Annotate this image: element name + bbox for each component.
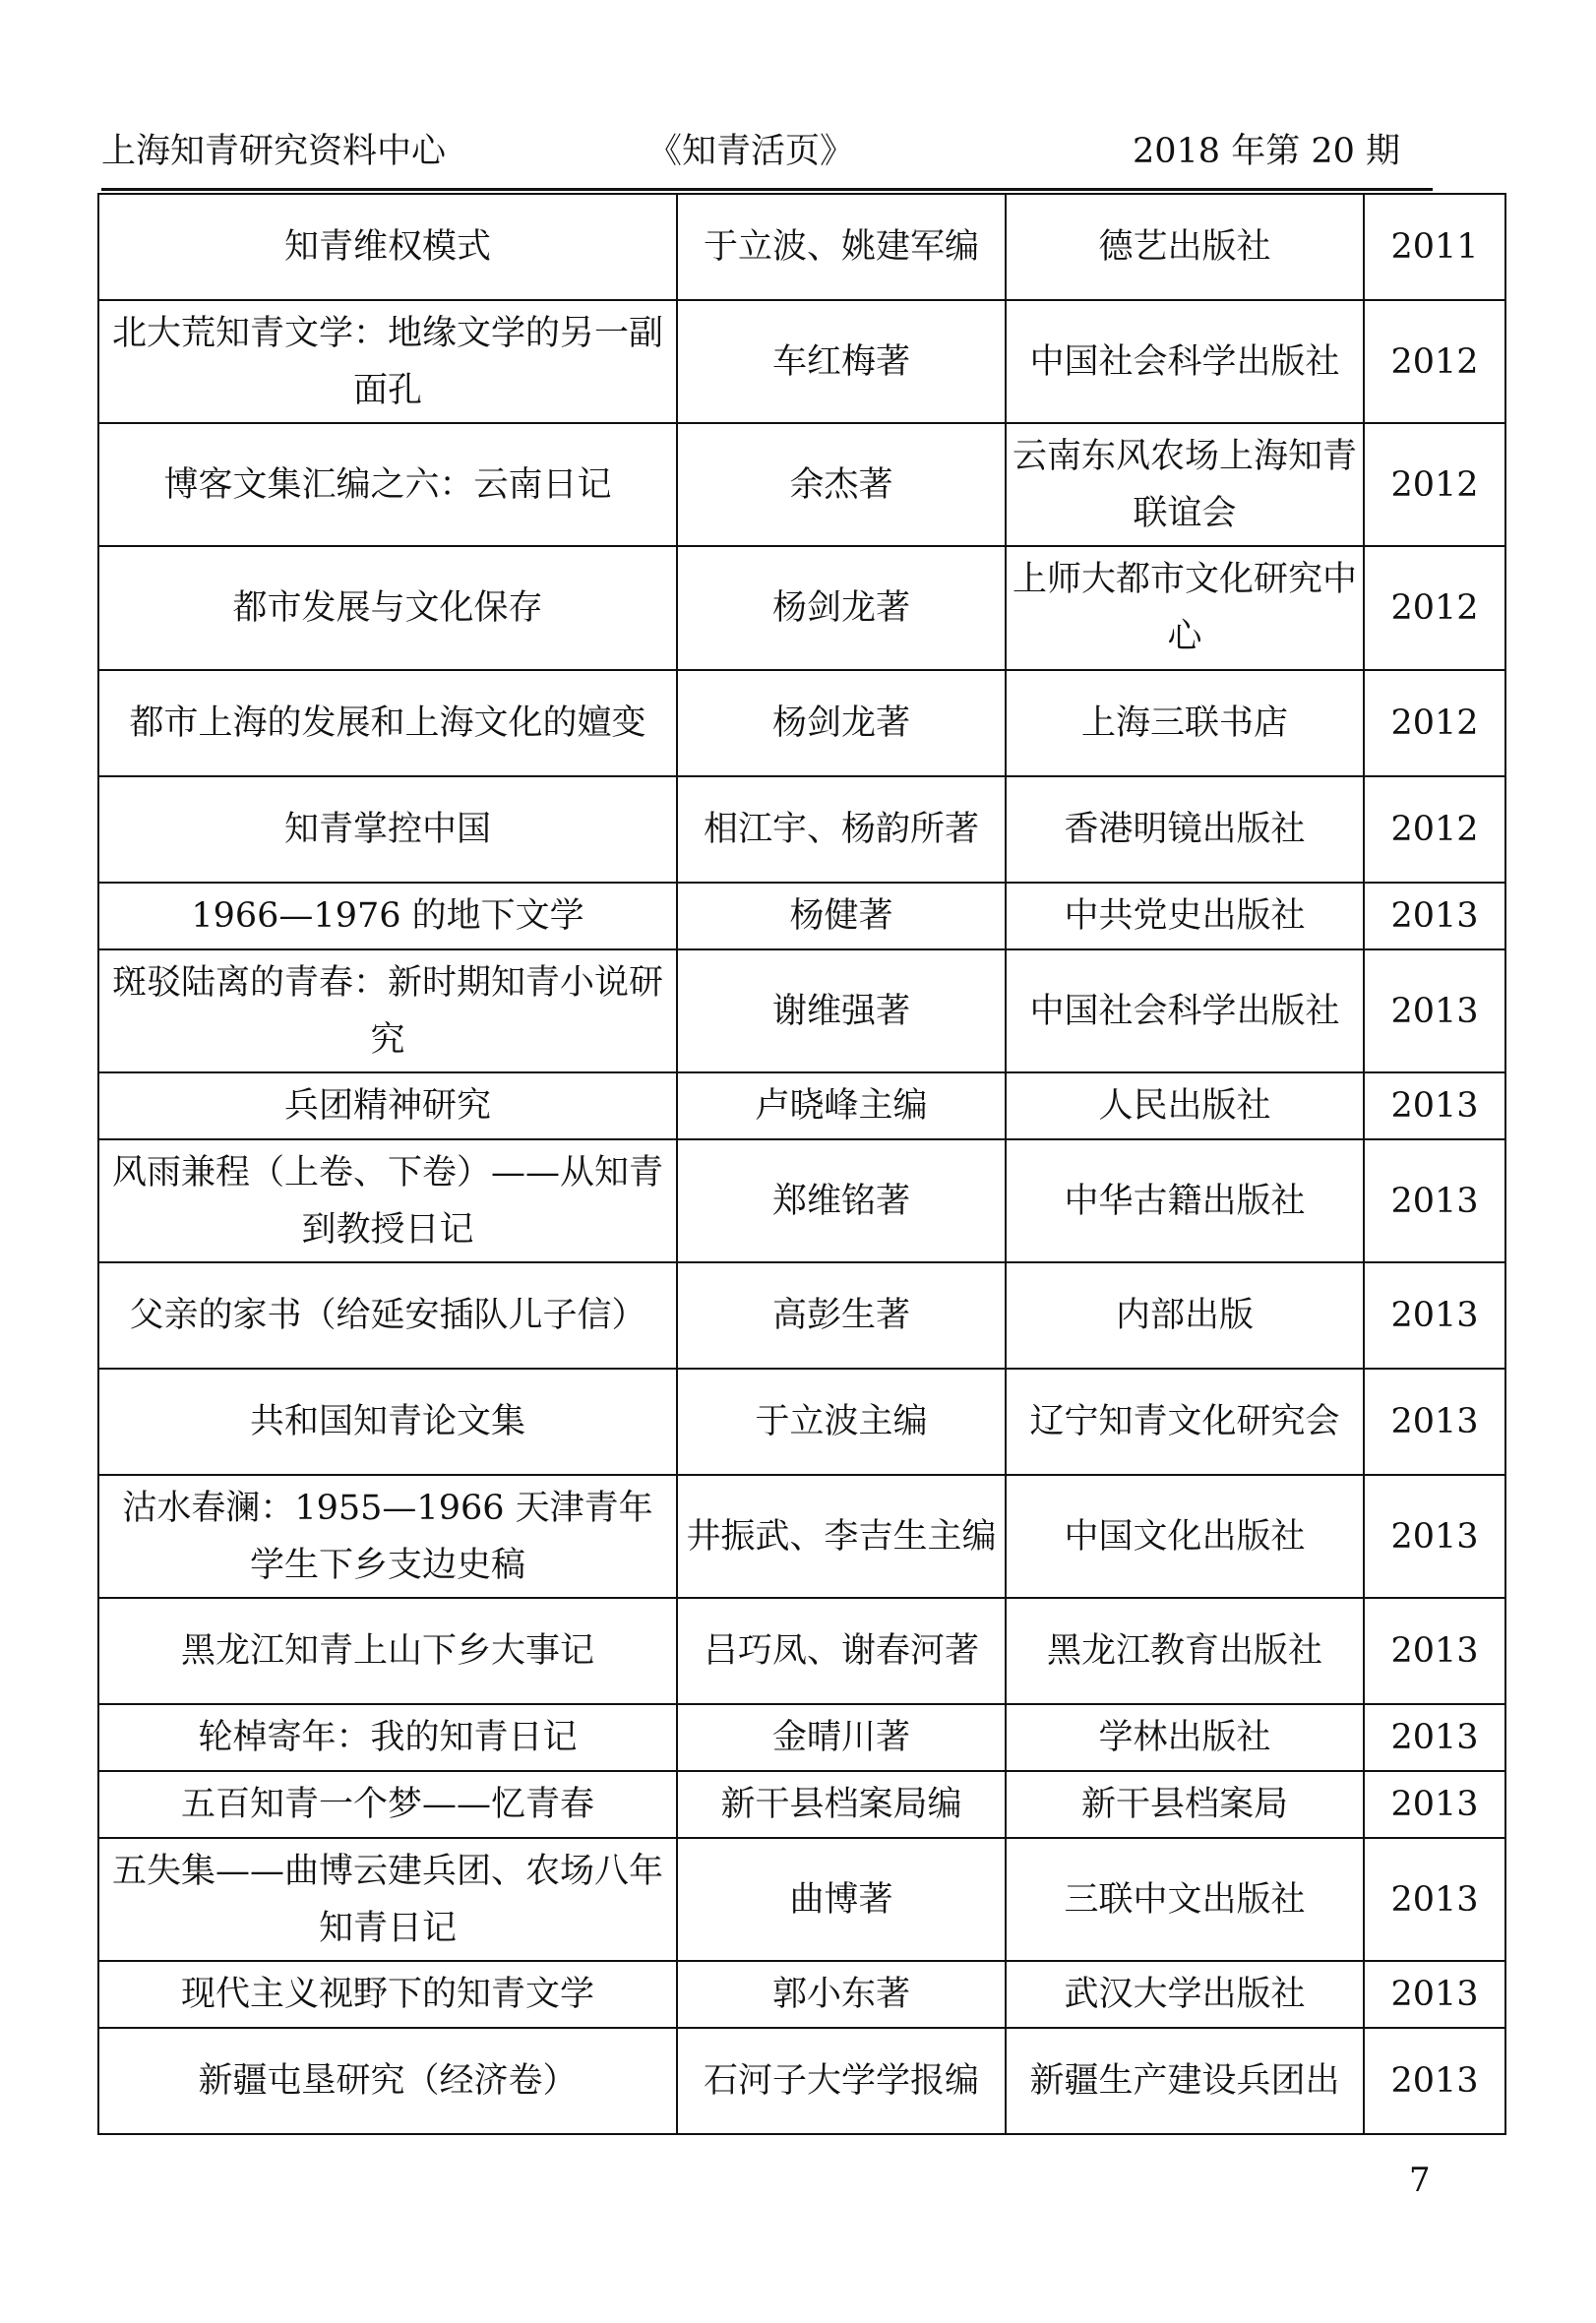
book-publisher: 香港明镜出版社: [1006, 776, 1364, 883]
book-author: 于立波主编: [677, 1369, 1006, 1475]
table-row: [98, 1771, 1505, 1838]
book-year: 2013: [1364, 1838, 1505, 1961]
book-title: 共和国知青论文集: [98, 1369, 677, 1475]
book-author: 杨剑龙著: [677, 546, 1006, 670]
book-publisher: 中共党史出版社: [1006, 883, 1364, 949]
book-year: 2013: [1364, 1598, 1505, 1704]
book-author: 金晴川著: [677, 1704, 1006, 1771]
book-publisher: 黑龙江教育出版社: [1006, 1598, 1364, 1704]
book-author: 郭小东著: [677, 1961, 1006, 2028]
book-year: 2013: [1364, 1475, 1505, 1598]
book-author: 谢维强著: [677, 949, 1006, 1072]
book-author: 新干县档案局编: [677, 1771, 1006, 1838]
table-row: [98, 423, 1505, 546]
book-title: 北大荒知青文学：地缘文学的另一副面孔: [98, 300, 677, 423]
table-row: [98, 1598, 1505, 1704]
book-title: 现代主义视野下的知青文学: [98, 1961, 677, 2028]
book-publisher: 上师大都市文化研究中心: [1006, 546, 1364, 670]
book-year: 2013: [1364, 1072, 1505, 1139]
book-year: 2013: [1364, 1704, 1505, 1771]
book-publisher: 新干县档案局: [1006, 1771, 1364, 1838]
table-row: [98, 194, 1505, 300]
book-author: 郑维铭著: [677, 1139, 1006, 1262]
table-row: [98, 1475, 1505, 1598]
book-publisher: 上海三联书店: [1006, 670, 1364, 776]
header-organization: 上海知青研究资料中心: [101, 132, 447, 171]
book-author: 杨剑龙著: [677, 670, 1006, 776]
book-year: 2013: [1364, 1771, 1505, 1838]
book-title: 博客文集汇编之六：云南日记: [98, 423, 677, 546]
book-author: 车红梅著: [677, 300, 1006, 423]
page-header: [101, 126, 1433, 177]
book-year: 2013: [1364, 1961, 1505, 2028]
table-row: [98, 1139, 1505, 1262]
book-year: 2012: [1364, 670, 1505, 776]
book-title: 都市上海的发展和上海文化的嬗变: [98, 670, 677, 776]
book-publisher: 武汉大学出版社: [1006, 1961, 1364, 2028]
book-publisher: 人民出版社: [1006, 1072, 1364, 1139]
table-row: [98, 776, 1505, 883]
table-row: [98, 1262, 1505, 1369]
book-year: 2013: [1364, 1139, 1505, 1262]
book-title: 风雨兼程（上卷、下卷）——从知青到教授日记: [98, 1139, 677, 1262]
table-row: [98, 1838, 1505, 1961]
table-row: [98, 883, 1505, 949]
book-publisher: 辽宁知青文化研究会: [1006, 1369, 1364, 1475]
book-year: 2013: [1364, 2028, 1505, 2134]
book-title: 1966—1976 的地下文学: [98, 883, 677, 949]
book-author: 井振武、李吉生主编: [677, 1475, 1006, 1598]
table-row: [98, 1072, 1505, 1139]
book-title: 新疆屯垦研究（经济卷）: [98, 2028, 677, 2134]
book-author: 石河子大学学报编: [677, 2028, 1006, 2134]
book-year: 2013: [1364, 949, 1505, 1072]
book-author: 高彭生著: [677, 1262, 1006, 1369]
book-year: 2013: [1364, 883, 1505, 949]
header-rule: [101, 188, 1433, 191]
book-author: 卢晓峰主编: [677, 1072, 1006, 1139]
table-row: [98, 949, 1505, 1072]
book-title: 轮棹寄年：我的知青日记: [98, 1704, 677, 1771]
table-row: [98, 1704, 1505, 1771]
book-year: 2012: [1364, 423, 1505, 546]
book-publisher: 新疆生产建设兵团出: [1006, 2028, 1364, 2134]
book-title: 都市发展与文化保存: [98, 546, 677, 670]
table-row: [98, 546, 1505, 670]
header-issue: 2018 年第 20 期: [1133, 132, 1400, 171]
book-publisher: 中国文化出版社: [1006, 1475, 1364, 1598]
book-title: 斑驳陆离的青春：新时期知青小说研究: [98, 949, 677, 1072]
table-row: [98, 1961, 1505, 2028]
book-title: 兵团精神研究: [98, 1072, 677, 1139]
table-row: [98, 2028, 1505, 2134]
book-title: 知青掌控中国: [98, 776, 677, 883]
book-author: 于立波、姚建军编: [677, 194, 1006, 300]
book-author: 曲博著: [677, 1838, 1006, 1961]
header-publication: 《知青活页》: [647, 132, 855, 171]
book-author: 相江宇、杨韵所著: [677, 776, 1006, 883]
book-publisher: 学林出版社: [1006, 1704, 1364, 1771]
book-year: 2012: [1364, 776, 1505, 883]
book-publisher: 中国社会科学出版社: [1006, 949, 1364, 1072]
book-table: [97, 193, 1506, 2135]
table-row: [98, 1369, 1505, 1475]
book-year: 2013: [1364, 1262, 1505, 1369]
book-publisher: 内部出版: [1006, 1262, 1364, 1369]
book-author: 杨健著: [677, 883, 1006, 949]
page-number: 7: [1409, 2161, 1431, 2200]
book-publisher: 德艺出版社: [1006, 194, 1364, 300]
book-publisher: 三联中文出版社: [1006, 1838, 1364, 1961]
book-publisher: 云南东风农场上海知青联谊会: [1006, 423, 1364, 546]
book-author: 余杰著: [677, 423, 1006, 546]
book-title: 知青维权模式: [98, 194, 677, 300]
book-title: 黑龙江知青上山下乡大事记: [98, 1598, 677, 1704]
book-author: 吕巧凤、谢春河著: [677, 1598, 1006, 1704]
table-row: [98, 670, 1505, 776]
book-publisher: 中国社会科学出版社: [1006, 300, 1364, 423]
book-year: 2012: [1364, 546, 1505, 670]
table-row: [98, 300, 1505, 423]
book-title: 沽水春澜：1955—1966 天津青年学生下乡支边史稿: [98, 1475, 677, 1598]
book-title: 五失集——曲博云建兵团、农场八年知青日记: [98, 1838, 677, 1961]
book-year: 2012: [1364, 300, 1505, 423]
book-title: 五百知青一个梦——忆青春: [98, 1771, 677, 1838]
book-year: 2011: [1364, 194, 1505, 300]
book-publisher: 中华古籍出版社: [1006, 1139, 1364, 1262]
book-title: 父亲的家书（给延安插队儿子信）: [98, 1262, 677, 1369]
book-year: 2013: [1364, 1369, 1505, 1475]
